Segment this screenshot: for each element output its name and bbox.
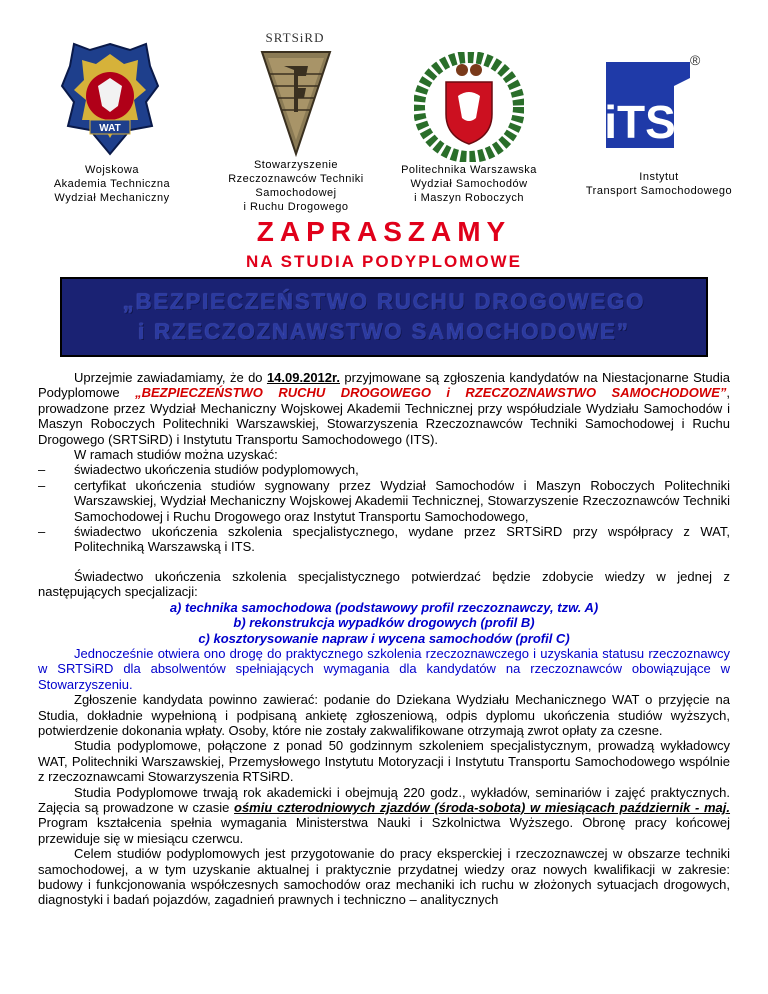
its-caption xyxy=(585,170,733,198)
banner-line-2: i RZECZOZNAWSTWO SAMOCHODOWE” xyxy=(138,319,630,344)
srtsird-emblem xyxy=(258,48,334,158)
its-emblem xyxy=(600,52,710,162)
invite-title: ZAPRASZAMY xyxy=(256,216,512,247)
spec-letter: b) xyxy=(233,615,246,631)
list-item: – świadectwo ukończenia szkolenia specjalistycznego, wydane przez SRTSiRD przy współpracy z WAT, Politechniką Warszawską i ITS. xyxy=(38,524,730,555)
wat-caption xyxy=(42,163,182,205)
paragraph-intro xyxy=(38,370,730,447)
body-text xyxy=(38,370,730,908)
title-banner xyxy=(60,277,708,357)
certificate-list xyxy=(38,462,730,554)
spec-item xyxy=(38,615,730,630)
text-run: , prowadzone przez Wydział Mechaniczny Wojskowej Akademii Technicznej przy współudziale Wydziału Samochodów i Maszyn Roboczych Politechniki Warszawskiej, Stowarzyszenia Rzeczoznawców Techniki Samochodowej i Ruchu Drogowego (SRTSiRD) i Instytutu Transportu Samochodowego (ITS). xyxy=(38,385,730,447)
pw-caption xyxy=(398,163,540,205)
logo-header xyxy=(0,0,768,215)
caption-line: Samochodowej xyxy=(255,187,337,199)
caption-line: i Ruchu Drogowego xyxy=(243,201,349,213)
caption-line: Wojskowa xyxy=(85,164,139,176)
program-title: „BEZPIECZEŃSTWO RUCHU DROGOWEGO i RZECZOZNAWSTWO SAMOCHODOWE” xyxy=(135,385,727,401)
wat-emblem xyxy=(60,40,160,158)
srtsird-caption xyxy=(220,158,372,214)
spec-text: kosztorysowanie napraw i wycena samochodów (profil C) xyxy=(213,630,570,646)
spec-text: technika samochodowa (podstawowy profil rzeczoznawczy, tzw. A) xyxy=(185,599,599,615)
caption-line: Wydział Mechaniczny xyxy=(54,192,170,204)
text-run: Program kształcenia spełnia wymagania Ministerstwa Nauki i Szkolnictwa Wyższego. Obronę pracy końcowej przewiduje się w miesiącu czerwcu. xyxy=(38,815,730,846)
spec-item xyxy=(38,600,730,615)
paragraph-schedule xyxy=(38,785,730,847)
caption-line: Politechnika Warszawska xyxy=(401,164,537,176)
pw-emblem xyxy=(414,52,524,162)
text-run: Studia Podyplomowe trwają rok akademicki i obejmują 220 godz., wykładów, seminariów i zajęć praktycznych. Zajęcia są prowadzone w czasie xyxy=(38,784,730,815)
paragraph-lecturers: Studia podyplomowe, połączone z ponad 50 godzinnym szkoleniem specjalistycznym, prowadzą wykładowcy WAT, Politechniki Warszawskiej, Przemysłowego Instytutu Motoryzacji i Instytutu Transportu Samochodowego wspólnie z rzeczoznawcami Stowarzyszenia RTSiRD. xyxy=(38,738,730,785)
list-item: – świadectwo ukończenia studiów podyplomowych, xyxy=(38,462,730,477)
spec-letter: c) xyxy=(198,630,210,646)
srtsird-title: SRTSiRD xyxy=(265,30,325,45)
banner-line-1: „BEZPIECZEŃSTWO RUCHU DROGOWEGO xyxy=(122,289,646,314)
caption-line: Transport Samochodowego xyxy=(585,185,733,197)
wat-badge-text: WAT xyxy=(99,123,121,134)
list-item: – certyfikat ukończenia studiów sygnowany przez Wydział Samochodów i Maszyn Roboczych Politechniki Warszawskiej, Wydział Mechaniczny Wojskowej Akademii Technicznej, Stowarzyszenie Rzeczoznawców Techniki Samochodowej i Ruchu Drogowego oraz Instytut Transportu Samochodowego, xyxy=(38,478,730,524)
its-logo-text: iTS xyxy=(604,96,676,148)
paragraph-application: Zgłoszenie kandydata powinno zawierać: podanie do Dziekana Wydziału Mechanicznego WAT o przyjęcie na Studia, dokładnie wypełnioną i podpisaną ankietę zgłoszeniową, odpis dyplomu ukończenia studiów wyższych, potwierdzenie dokonania wpłaty. Osoby, które nie zostały zakwalifikowane otrzymają zwrot opłaty za czesne. xyxy=(38,692,730,738)
invite-subtitle: NA STUDIA PODYPLOMOWE xyxy=(246,252,522,271)
spec-letter: a) xyxy=(169,599,182,615)
spec-item xyxy=(38,631,730,646)
caption-line: Instytut xyxy=(639,171,679,183)
caption-line: Rzeczoznawców Techniki xyxy=(228,173,364,185)
caption-line: Stowarzyszenie xyxy=(253,159,339,171)
paragraph-obtain: W ramach studiów można uzyskać: xyxy=(74,447,278,463)
caption-line: Wydział Samochodów xyxy=(410,178,528,190)
caption-line: i Maszyn Roboczych xyxy=(414,192,524,204)
paragraph-specializations: Świadectwo ukończenia szkolenia specjalistycznego potwierdzać będzie zdobycie wiedzy w jednej z następujących specjalizacji: xyxy=(38,568,730,600)
text-run: przyjmowane są zgłoszenia kandydatów na Niestacjonarne Studia Podyplomowe xyxy=(38,370,730,401)
caption-line: Akademia Techniczna xyxy=(53,178,171,190)
spec-text: rekonstrukcja wypadków drogowych (profil B) xyxy=(249,615,535,631)
paragraph-status: Jednocześnie otwiera ono drogę do praktycznego szkolenia rzeczoznawczego i uzyskania statusu rzeczoznawcy w SRTSiRD dla absolwentów spełniających wymagania dla kandydatów na rzeczoznawców obowiązujące w Stowarzyszeniu. xyxy=(38,645,730,692)
registered-mark: ® xyxy=(690,52,701,68)
paragraph-goal: Celem studiów podyplomowych jest przygotowanie do pracy eksperckiej i rzeczoznawczej w obszarze techniki samochodowej, a w tym uzyskanie aktualnej i praktycznie przydatnej wiedzy oraz nowych kwalifikacji w zakresie: budowy i funkcjonowania współczesnych samochodów oraz mechaniki ich ruchu w złożonych sytuacjach drogowych, diagnostyki i badań pojazdów, zagadnień prawnych i techniczno – analitycznych xyxy=(38,846,730,908)
schedule-highlight: ośmiu czterodniowych zjazdów (środa-sobota) w miesiącach październik - maj. xyxy=(234,799,731,815)
deadline-date: 14.09.2012r. xyxy=(266,370,340,385)
text-run: Uprzejmie zawiadamiamy, że do xyxy=(74,370,267,385)
